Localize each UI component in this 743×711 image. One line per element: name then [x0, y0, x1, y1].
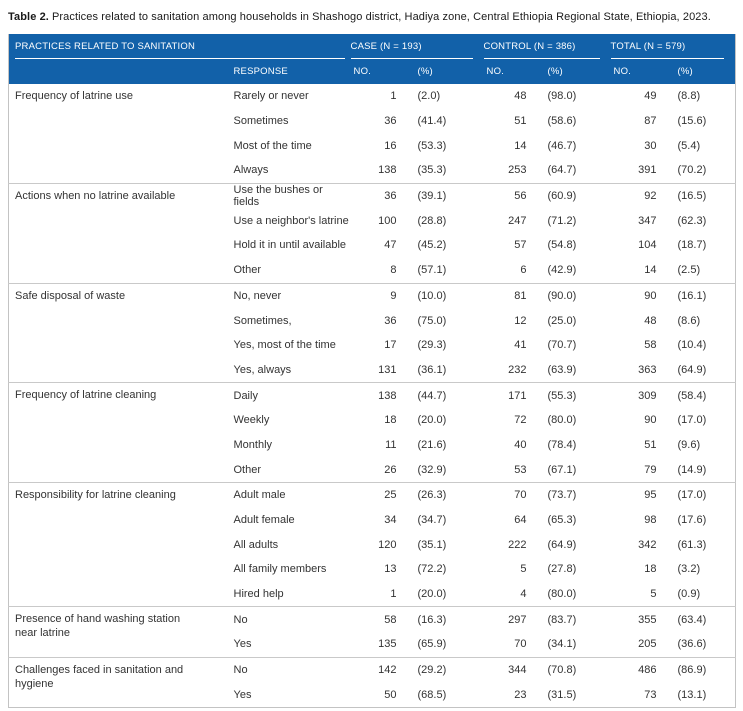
percent-cell: (70.2) [678, 158, 736, 183]
practice-cell: Challenges faced in sanitation and hygiene [9, 657, 234, 707]
count-cell: 16 [351, 133, 418, 158]
percent-cell: (20.0) [418, 408, 484, 433]
count-cell: 72 [484, 408, 548, 433]
percent-cell: (14.9) [678, 457, 736, 482]
count-cell: 17 [351, 333, 418, 358]
table-row [9, 607, 736, 632]
percent-cell: (9.6) [678, 433, 736, 458]
count-cell: 90 [611, 408, 678, 433]
percent-cell: (68.5) [418, 683, 484, 708]
percent-cell: (70.7) [548, 333, 611, 358]
count-cell: 53 [484, 457, 548, 482]
response-cell: Other [234, 457, 351, 482]
count-cell: 135 [351, 632, 418, 657]
percent-cell: (62.3) [678, 208, 736, 233]
table-caption-label: Table 2. [8, 11, 49, 23]
percent-cell: (17.0) [678, 408, 736, 433]
table-header-row-sub [9, 59, 736, 84]
count-cell: 51 [484, 109, 548, 134]
header-control-group: CONTROL (N = 386) [484, 34, 611, 59]
percent-cell: (71.2) [548, 208, 611, 233]
count-cell: 347 [611, 208, 678, 233]
table-caption [8, 11, 735, 24]
percent-cell: (90.0) [548, 283, 611, 308]
response-cell: Monthly [234, 433, 351, 458]
percent-cell: (35.3) [418, 158, 484, 183]
count-cell: 1 [351, 582, 418, 607]
header-total-group: TOTAL (N = 579) [611, 34, 736, 59]
response-cell: All family members [234, 557, 351, 582]
count-cell: 247 [484, 208, 548, 233]
count-cell: 355 [611, 607, 678, 632]
response-cell: All adults [234, 532, 351, 557]
percent-cell: (28.8) [418, 208, 484, 233]
percent-cell: (64.9) [548, 532, 611, 557]
percent-cell: (86.9) [678, 657, 736, 682]
count-cell: 104 [611, 233, 678, 258]
response-cell: Rarely or never [234, 84, 351, 109]
percent-cell: (5.4) [678, 133, 736, 158]
percent-cell: (0.9) [678, 582, 736, 607]
percent-cell: (45.2) [418, 233, 484, 258]
response-cell: Use a neighbor's latrine [234, 208, 351, 233]
percent-cell: (60.9) [548, 183, 611, 208]
count-cell: 49 [611, 84, 678, 109]
response-cell: Yes, always [234, 358, 351, 383]
count-cell: 309 [611, 383, 678, 408]
table-body [9, 84, 736, 708]
table-row [9, 483, 736, 508]
percent-cell: (41.4) [418, 109, 484, 134]
response-cell: No, never [234, 283, 351, 308]
count-cell: 48 [484, 84, 548, 109]
count-cell: 36 [351, 109, 418, 134]
count-cell: 34 [351, 508, 418, 533]
count-cell: 205 [611, 632, 678, 657]
count-cell: 8 [351, 258, 418, 283]
count-cell: 90 [611, 283, 678, 308]
response-cell: Sometimes [234, 109, 351, 134]
percent-cell: (2.5) [678, 258, 736, 283]
header-case-pct: (%) [418, 59, 484, 84]
header-practices: PRACTICES RELATED TO SANITATION [9, 34, 351, 59]
count-cell: 73 [611, 683, 678, 708]
count-cell: 297 [484, 607, 548, 632]
percent-cell: (17.0) [678, 483, 736, 508]
practice-cell: Presence of hand washing station near latrine [9, 607, 234, 657]
count-cell: 342 [611, 532, 678, 557]
response-cell: No [234, 607, 351, 632]
percent-cell: (64.7) [548, 158, 611, 183]
table-row [9, 84, 736, 109]
percent-cell: (36.1) [418, 358, 484, 383]
count-cell: 18 [351, 408, 418, 433]
percent-cell: (10.0) [418, 283, 484, 308]
percent-cell: (46.7) [548, 133, 611, 158]
count-cell: 64 [484, 508, 548, 533]
count-cell: 25 [351, 483, 418, 508]
count-cell: 51 [611, 433, 678, 458]
count-cell: 120 [351, 532, 418, 557]
percent-cell: (61.3) [678, 532, 736, 557]
header-control-pct: (%) [548, 59, 611, 84]
percent-cell: (26.3) [418, 483, 484, 508]
percent-cell: (53.3) [418, 133, 484, 158]
percent-cell: (80.0) [548, 408, 611, 433]
count-cell: 142 [351, 657, 418, 682]
percent-cell: (18.7) [678, 233, 736, 258]
response-cell: Hold it in until available [234, 233, 351, 258]
percent-cell: (73.7) [548, 483, 611, 508]
percent-cell: (42.9) [548, 258, 611, 283]
percent-cell: (17.6) [678, 508, 736, 533]
percent-cell: (8.8) [678, 84, 736, 109]
count-cell: 98 [611, 508, 678, 533]
percent-cell: (31.5) [548, 683, 611, 708]
table-header [9, 34, 736, 84]
response-cell: Adult female [234, 508, 351, 533]
count-cell: 253 [484, 158, 548, 183]
response-cell: Yes [234, 632, 351, 657]
percent-cell: (32.9) [418, 457, 484, 482]
count-cell: 344 [484, 657, 548, 682]
count-cell: 1 [351, 84, 418, 109]
response-cell: Sometimes, [234, 308, 351, 333]
response-cell: Weekly [234, 408, 351, 433]
header-control-no: NO. [484, 59, 548, 84]
practice-cell: Safe disposal of waste [9, 283, 234, 383]
percent-cell: (57.1) [418, 258, 484, 283]
percent-cell: (34.7) [418, 508, 484, 533]
count-cell: 56 [484, 183, 548, 208]
count-cell: 30 [611, 133, 678, 158]
practice-cell: Frequency of latrine use [9, 84, 234, 183]
percent-cell: (15.6) [678, 109, 736, 134]
response-cell: Yes [234, 683, 351, 708]
count-cell: 23 [484, 683, 548, 708]
percent-cell: (16.3) [418, 607, 484, 632]
count-cell: 486 [611, 657, 678, 682]
count-cell: 131 [351, 358, 418, 383]
percent-cell: (36.6) [678, 632, 736, 657]
percent-cell: (63.4) [678, 607, 736, 632]
percent-cell: (25.0) [548, 308, 611, 333]
count-cell: 41 [484, 333, 548, 358]
count-cell: 5 [484, 557, 548, 582]
response-cell: Adult male [234, 483, 351, 508]
percent-cell: (3.2) [678, 557, 736, 582]
count-cell: 363 [611, 358, 678, 383]
response-cell: Yes, most of the time [234, 333, 351, 358]
count-cell: 70 [484, 632, 548, 657]
response-cell: Hired help [234, 582, 351, 607]
percent-cell: (44.7) [418, 383, 484, 408]
count-cell: 9 [351, 283, 418, 308]
percent-cell: (55.3) [548, 383, 611, 408]
percent-cell: (35.1) [418, 532, 484, 557]
count-cell: 100 [351, 208, 418, 233]
percent-cell: (72.2) [418, 557, 484, 582]
count-cell: 138 [351, 158, 418, 183]
count-cell: 14 [484, 133, 548, 158]
percent-cell: (75.0) [418, 308, 484, 333]
table-row [9, 657, 736, 682]
count-cell: 50 [351, 683, 418, 708]
header-total-no: NO. [611, 59, 678, 84]
count-cell: 6 [484, 258, 548, 283]
count-cell: 222 [484, 532, 548, 557]
count-cell: 70 [484, 483, 548, 508]
count-cell: 92 [611, 183, 678, 208]
count-cell: 4 [484, 582, 548, 607]
percent-cell: (39.1) [418, 183, 484, 208]
header-case-group: CASE (N = 193) [351, 34, 484, 59]
count-cell: 13 [351, 557, 418, 582]
percent-cell: (70.8) [548, 657, 611, 682]
response-cell: Most of the time [234, 133, 351, 158]
count-cell: 58 [351, 607, 418, 632]
count-cell: 12 [484, 308, 548, 333]
count-cell: 14 [611, 258, 678, 283]
percent-cell: (29.2) [418, 657, 484, 682]
percent-cell: (67.1) [548, 457, 611, 482]
percent-cell: (78.4) [548, 433, 611, 458]
header-empty [9, 59, 234, 84]
table-header-row-groups [9, 34, 736, 59]
percent-cell: (8.6) [678, 308, 736, 333]
percent-cell: (80.0) [548, 582, 611, 607]
count-cell: 11 [351, 433, 418, 458]
percent-cell: (54.8) [548, 233, 611, 258]
response-cell: Other [234, 258, 351, 283]
count-cell: 36 [351, 308, 418, 333]
percent-cell: (16.5) [678, 183, 736, 208]
percent-cell: (83.7) [548, 607, 611, 632]
response-cell: No [234, 657, 351, 682]
header-response: RESPONSE [234, 59, 351, 84]
table-row [9, 183, 736, 208]
percent-cell: (65.9) [418, 632, 484, 657]
practice-cell: Frequency of latrine cleaning [9, 383, 234, 483]
count-cell: 48 [611, 308, 678, 333]
count-cell: 171 [484, 383, 548, 408]
count-cell: 40 [484, 433, 548, 458]
percent-cell: (29.3) [418, 333, 484, 358]
table-row [9, 383, 736, 408]
table-caption-text: Practices related to sanitation among households in Shashogo district, Hadiya zone, Central Ethiopia Regional State, Ethiopia, 2023. [51, 11, 711, 23]
percent-cell: (13.1) [678, 683, 736, 708]
percent-cell: (20.0) [418, 582, 484, 607]
percent-cell: (98.0) [548, 84, 611, 109]
count-cell: 232 [484, 358, 548, 383]
header-case-no: NO. [351, 59, 418, 84]
percent-cell: (58.6) [548, 109, 611, 134]
count-cell: 81 [484, 283, 548, 308]
percent-cell: (2.0) [418, 84, 484, 109]
count-cell: 47 [351, 233, 418, 258]
response-cell: Use the bushes or fields [234, 183, 351, 208]
percent-cell: (58.4) [678, 383, 736, 408]
count-cell: 79 [611, 457, 678, 482]
practice-cell: Actions when no latrine available [9, 183, 234, 283]
sanitation-practices-table [8, 34, 736, 708]
count-cell: 18 [611, 557, 678, 582]
percent-cell: (34.1) [548, 632, 611, 657]
count-cell: 5 [611, 582, 678, 607]
count-cell: 57 [484, 233, 548, 258]
percent-cell: (63.9) [548, 358, 611, 383]
count-cell: 26 [351, 457, 418, 482]
percent-cell: (10.4) [678, 333, 736, 358]
count-cell: 138 [351, 383, 418, 408]
table-row [9, 283, 736, 308]
percent-cell: (16.1) [678, 283, 736, 308]
count-cell: 95 [611, 483, 678, 508]
percent-cell: (27.8) [548, 557, 611, 582]
header-total-pct: (%) [678, 59, 736, 84]
percent-cell: (65.3) [548, 508, 611, 533]
response-cell: Daily [234, 383, 351, 408]
response-cell: Always [234, 158, 351, 183]
count-cell: 87 [611, 109, 678, 134]
count-cell: 391 [611, 158, 678, 183]
count-cell: 36 [351, 183, 418, 208]
practice-cell: Responsibility for latrine cleaning [9, 483, 234, 607]
count-cell: 58 [611, 333, 678, 358]
percent-cell: (64.9) [678, 358, 736, 383]
percent-cell: (21.6) [418, 433, 484, 458]
